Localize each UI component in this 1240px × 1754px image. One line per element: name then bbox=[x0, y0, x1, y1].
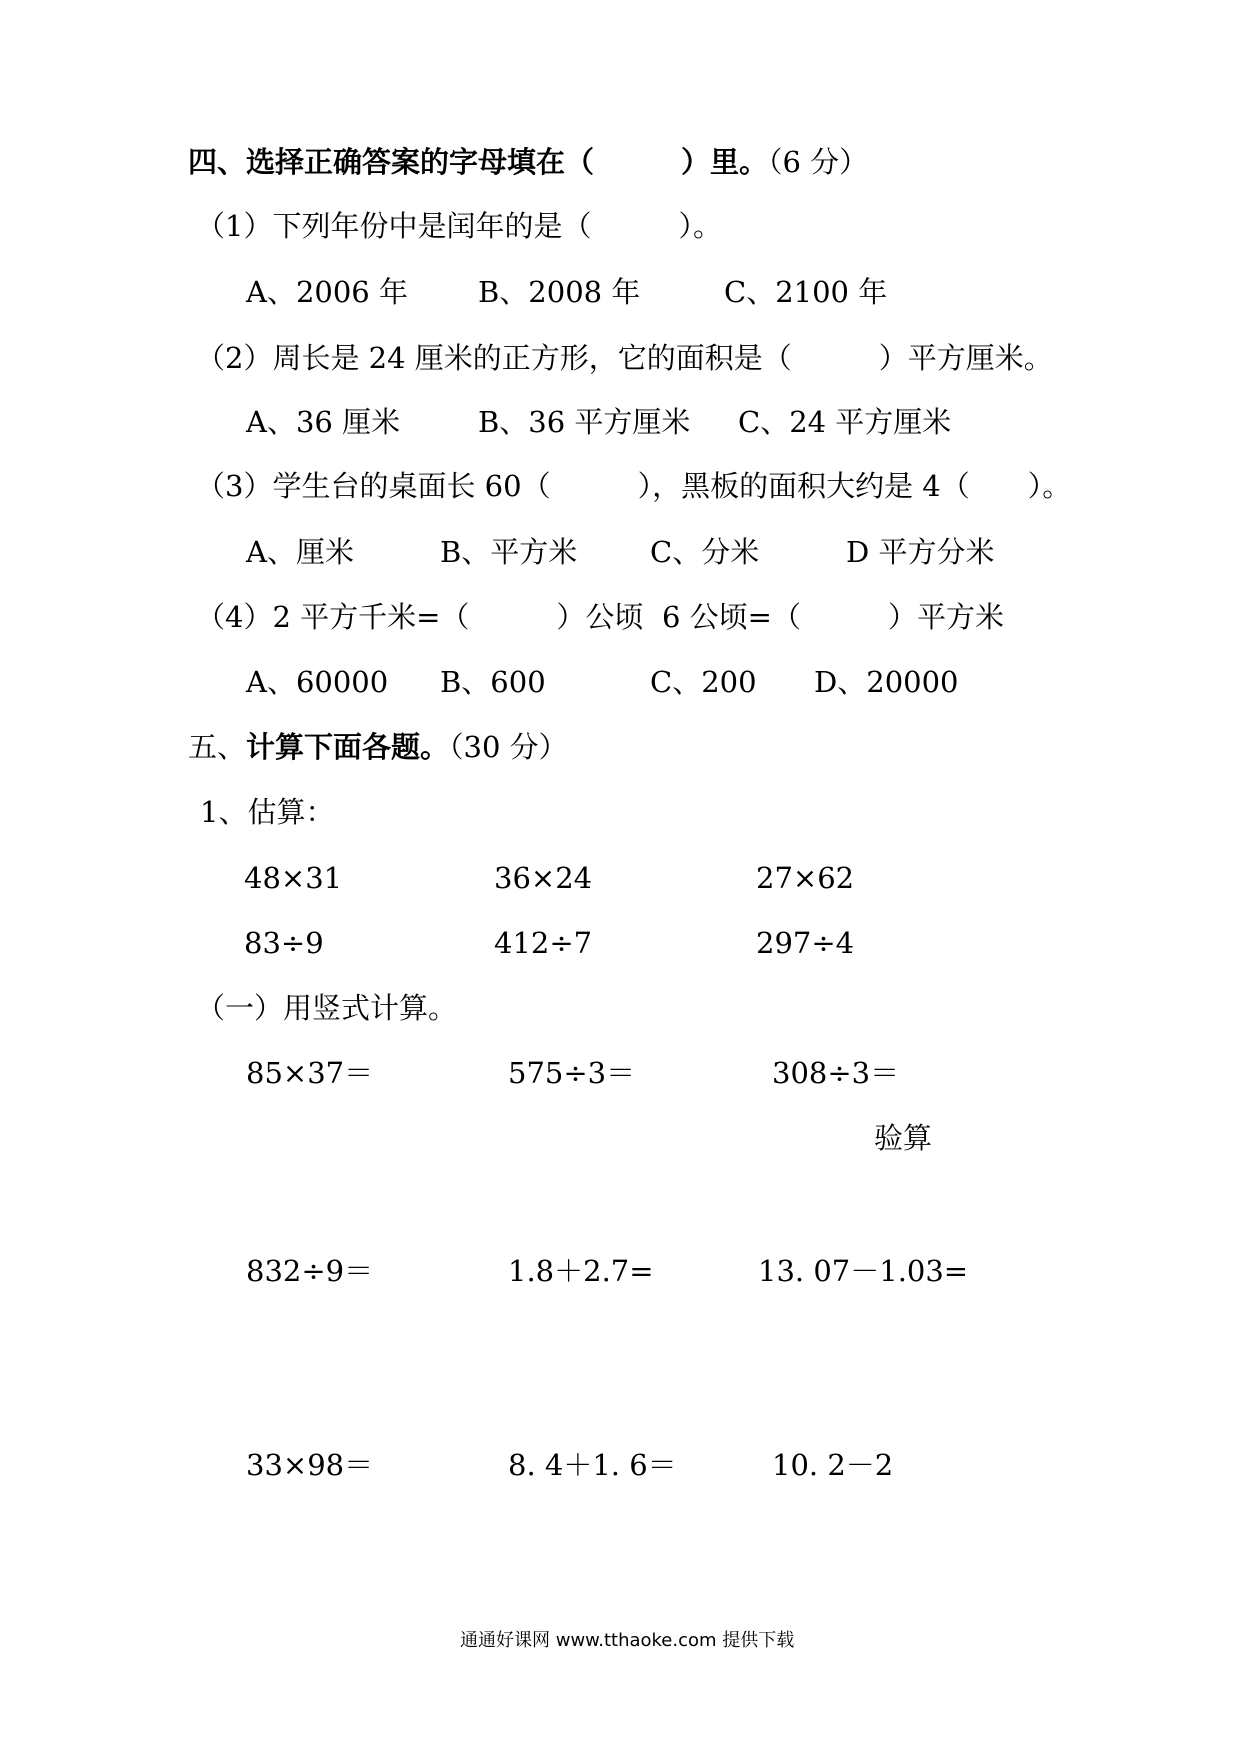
question-2-option-c: C、24 平方厘米 bbox=[738, 405, 952, 439]
estimate-item: 412÷7 bbox=[494, 926, 593, 960]
question-3-option-c: C、分米 bbox=[650, 535, 760, 569]
question-2-stem: （2）周长是 24 厘米的正方形，它的面积是（ ）平方厘米。 bbox=[196, 341, 1053, 375]
estimate-item: 27×62 bbox=[756, 861, 855, 895]
question-1-option-c: C、2100 年 bbox=[724, 275, 888, 309]
section4-heading bbox=[188, 145, 869, 179]
section4-score: （6 分） bbox=[768, 145, 869, 179]
question-3-option-d: D 平方分米 bbox=[846, 535, 995, 569]
section5-heading-prefix: 五、 bbox=[188, 730, 247, 764]
question-1-option-a: A、2006 年 bbox=[246, 275, 408, 309]
vertical-calc-label: （一）用竖式计算。 bbox=[196, 991, 458, 1025]
section4-heading-text: 四、选择正确答案的字母填在（ ）里。 bbox=[188, 145, 769, 179]
section5-heading bbox=[188, 730, 568, 764]
question-4-stem-b: 6 公顷=（ ）平方米 bbox=[662, 600, 1004, 634]
question-4-option-b: B、600 bbox=[440, 665, 546, 699]
vertical-calc-item: 8. 4＋1. 6＝ bbox=[508, 1448, 677, 1482]
question-4-option-c: C、200 bbox=[650, 665, 757, 699]
check-label: 验算 bbox=[874, 1121, 933, 1155]
estimate-label: 1、估算： bbox=[200, 795, 335, 829]
question-1-stem: （1）下列年份中是闰年的是（ ）。 bbox=[196, 209, 722, 243]
vertical-calc-item: 575÷3＝ bbox=[508, 1056, 636, 1090]
vertical-calc-item: 308÷3＝ bbox=[772, 1056, 900, 1090]
section5-heading-text: 计算下面各题。 bbox=[246, 730, 450, 764]
question-4-option-a: A、60000 bbox=[246, 665, 389, 699]
vertical-calc-item: 832÷9＝ bbox=[246, 1254, 374, 1288]
question-3-option-b: B、平方米 bbox=[440, 535, 578, 569]
vertical-calc-item: 13. 07－1.03= bbox=[758, 1254, 969, 1288]
estimate-item: 83÷9 bbox=[244, 926, 324, 960]
question-4-option-d: D、20000 bbox=[814, 665, 959, 699]
estimate-item: 48×31 bbox=[244, 861, 343, 895]
vertical-calc-item: 10. 2－2 bbox=[772, 1448, 894, 1482]
footer-credit: 通通好课网 www.tthaoke.com 提供下载 bbox=[460, 1630, 795, 1651]
estimate-item: 297÷4 bbox=[756, 926, 855, 960]
vertical-calc-item: 33×98＝ bbox=[246, 1448, 374, 1482]
question-2-option-a: A、36 厘米 bbox=[246, 405, 401, 439]
question-3-stem: （3）学生台的桌面长 60（ ），黑板的面积大约是 4（ ）。 bbox=[196, 469, 1072, 503]
estimate-item: 36×24 bbox=[494, 861, 593, 895]
vertical-calc-item: 1.8＋2.7= bbox=[508, 1254, 654, 1288]
vertical-calc-item: 85×37＝ bbox=[246, 1056, 374, 1090]
question-3-option-a: A、厘米 bbox=[246, 535, 354, 569]
question-4-stem-a: （4）2 平方千米=（ ）公顷 bbox=[196, 600, 644, 634]
section5-score: （30 分） bbox=[449, 730, 568, 764]
question-2-option-b: B、36 平方厘米 bbox=[478, 405, 691, 439]
question-1-option-b: B、2008 年 bbox=[478, 275, 641, 309]
